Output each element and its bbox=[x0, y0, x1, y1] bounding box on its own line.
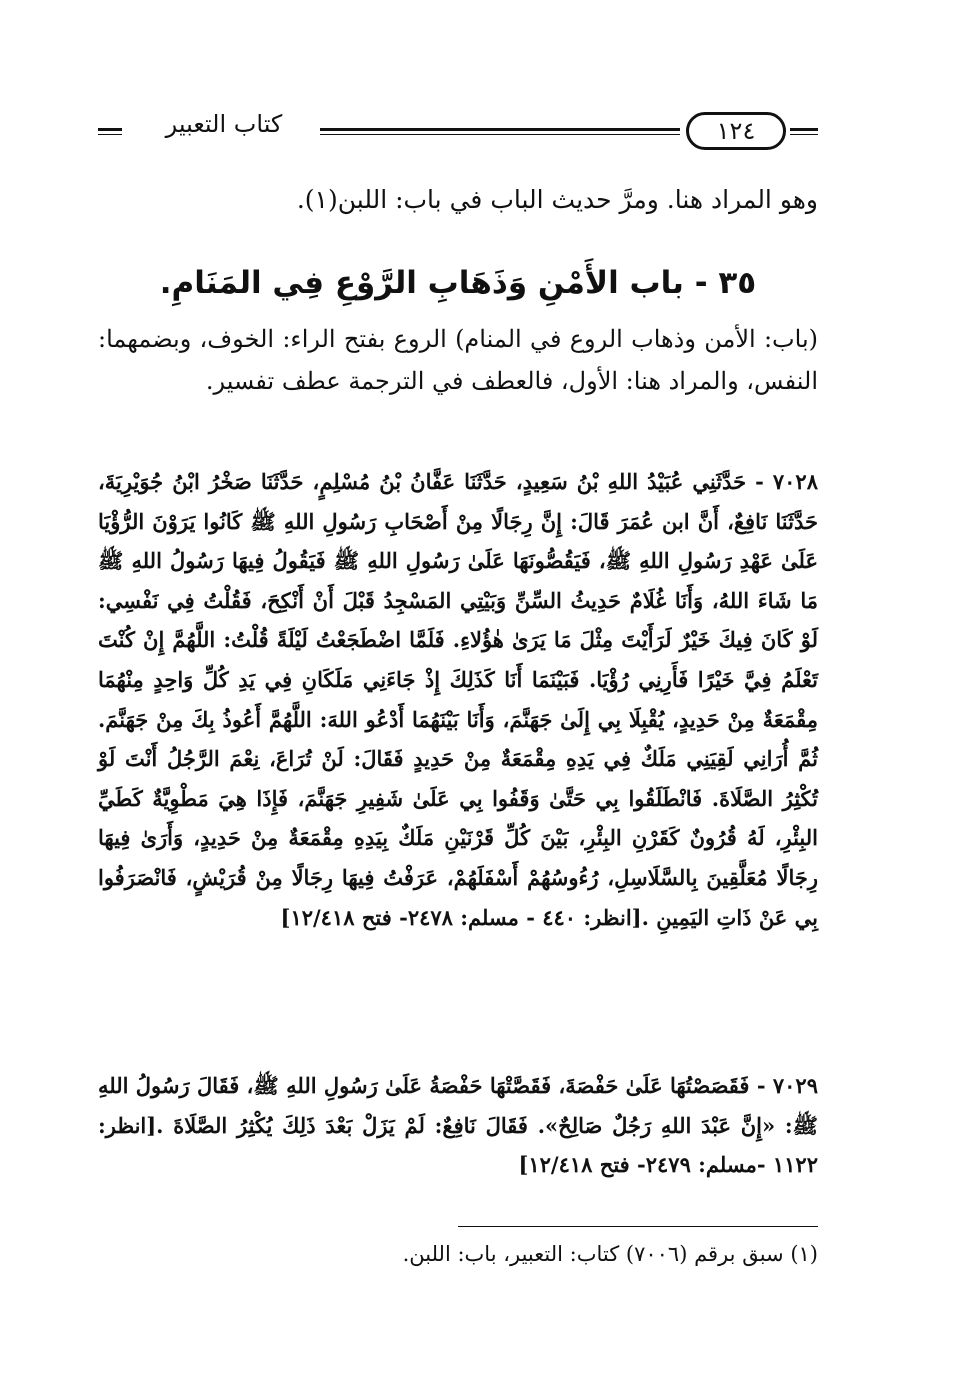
header-rule-left bbox=[98, 128, 122, 135]
hadith-7028: ٧٠٢٨ - حَدَّثَنِي عُبَيْدُ اللهِ بْنُ سَعِيدٍ، حَدَّثَنَا عَفَّانُ بْنُ مُسْلِمٍ، حَدَّثَنَا صَخْرُ ابْنُ جُوَيْرِيَةَ، حَدَّثَنَا نَافِعٌ، أَنَّ ابن عُمَرَ قَالَ: إِنَّ رِجَالًا مِنْ أَصْحَابِ رَسُولِ اللهِ ﷺ كَانُوا يَرَوْنَ الرُّؤْيَا عَلَىٰ عَهْدِ رَسُولِ اللهِ ﷺ، فَيَقُصُّونَهَا عَلَىٰ رَسُولِ اللهِ ﷺ فَيَقُولُ فِيهَا رَسُولُ اللهِ ﷺ مَا شَاءَ اللهُ، وَأَنَا غُلَامٌ حَدِيثُ السِّنِّ وَبَيْتِي المَسْجِدُ قَبْلَ أَنْ أَنْكِحَ، فَقُلْتُ فِي نَفْسِي: لَوْ كَانَ فِيكَ خَيْرٌ لَرَأَيْتَ مِثْلَ مَا يَرَىٰ هٰؤُلاءِ. فَلَمَّا اضْطَجَعْتُ لَيْلَةً قُلْتُ: اللَّهُمَّ إِنْ كُنْتَ تَعْلَمُ فِيَّ خَيْرًا فَأَرِنِي رُؤْيَا. فَبَيْنَمَا أَنَا كَذَلِكَ إِذْ جَاءَنِي مَلَكَانِ فِي يَدِ كُلِّ وَاحِدٍ مِنْهُمَا مِقْمَعَةٌ مِنْ حَدِيدٍ، يُقْبِلَا بِي إِلَىٰ جَهَنَّمَ، وَأَنَا بَيْنَهُمَا أَدْعُو اللهَ: اللَّهُمَّ أَعُوذُ بِكَ مِنْ جَهَنَّمَ. ثُمَّ أُرَانِي لَقِيَنِي مَلَكٌ فِي يَدِهِ مِقْمَعَةٌ مِنْ حَدِيدٍ فَقَالَ: لَنْ تُرَاعَ، نِعْمَ الرَّجُلُ أَنْتَ لَوْ تُكْثِرُ الصَّلَاةَ. فَانْطَلَقُوا بِي حَتَّىٰ وَقَفُوا بِي عَلَىٰ شَفِيرِ جَهَنَّمَ، فَإِذَا هِيَ مَطْوِيَّةٌ كَطَيِّ البِئْرِ، لَهُ قُرُونٌ كَقَرْنِ البِئْرِ، بَيْنَ كُلِّ قَرْنَيْنِ مَلَكٌ بِيَدِهِ مِقْمَعَةٌ مِنْ حَدِيدٍ، وَأَرَىٰ فِيهَا رِجَالًا مُعَلَّقِينَ بِالسَّلَاسِلِ، رُءُوسُهُمْ أَسْفَلَهُمْ، عَرَفْتُ فِيهَا رِجَالًا مِنْ قُرَيْشٍ، فَانْصَرَفُوا بِي عَنْ ذَاتِ اليَمِينِ .[انظر: ٤٤٠ - مسلم: ٢٤٧٨- فتح ١٢/٤١٨] bbox=[98, 469, 818, 930]
book-page bbox=[98, 0, 818, 1386]
chapter-heading: ٣٥ - باب الأَمْنِ وَذَهَابِ الرَّوْعِ فِي المَنَامِ. bbox=[159, 265, 757, 301]
page-number: ١٢٤ bbox=[686, 112, 786, 150]
chapter-explanation: (باب: الأمن وذهاب الروع في المنام) الروع بفتح الراء: الخوف، وبضمهما: النفس، والمراد هنا: الأول، فالعطف في الترجمة عطف تفسير. bbox=[98, 325, 819, 395]
intro-line: وهو المراد هنا. ومرَّ حديث الباب في باب: اللبن(١). bbox=[296, 185, 818, 214]
header-rule-middle bbox=[320, 128, 680, 135]
book-title: كتاب التعبير bbox=[165, 110, 283, 138]
footnote: (١) سبق برقم (٧٠٠٦) كتاب: التعبير، باب: اللبن. bbox=[402, 1242, 818, 1266]
hadith-7029: ٧٠٢٩ - فَقَصَصْتُهَا عَلَىٰ حَفْصَةَ، فَقَصَّتْهَا حَفْصَةُ عَلَىٰ رَسُولِ اللهِ ﷺ، فَقَالَ رَسُولُ اللهِ ﷺ: «إِنَّ عَبْدَ اللهِ رَجُلٌ صَالِحٌ». فَقَالَ نَافِعٌ: لَمْ يَزَلْ بَعْدَ ذَلِكَ يُكْثِرُ الصَّلَاةَ .[انظر: ١١٢٢ -مسلم: ٢٤٧٩- فتح ١٢/٤١٨] bbox=[98, 1073, 818, 1178]
footnote-separator bbox=[458, 1226, 818, 1227]
page-header bbox=[98, 108, 818, 158]
header-rule-right bbox=[790, 128, 818, 135]
